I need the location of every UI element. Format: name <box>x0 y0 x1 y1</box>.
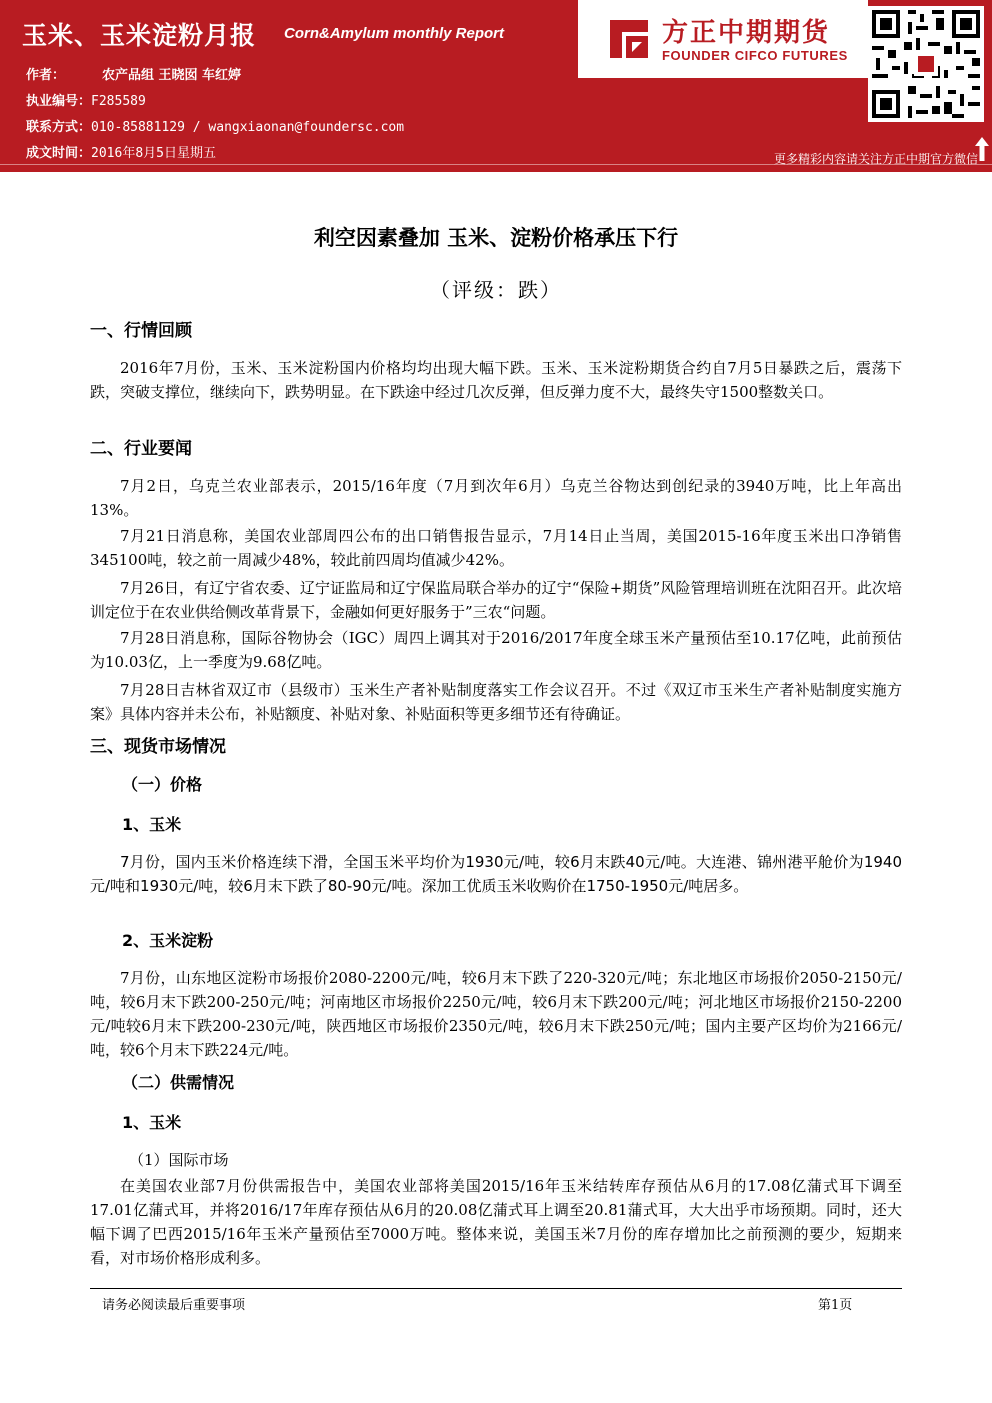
wechat-qr-code <box>868 6 984 122</box>
meta-author-label: 作者： <box>26 68 66 83</box>
subsection-heading-price: （一）价格 <box>122 775 203 794</box>
meta-date-label: 成文时间： <box>26 146 92 161</box>
subsection-heading-supply-demand: （二）供需情况 <box>122 1073 235 1092</box>
paragraph-news-shuangliao: 7月28日吉林省双辽市（县级市）玉米生产者补贴制度落实工作会议召开。不过《双辽市玉米生产者补贴制度实施方案》具体内容并未公布，补贴额度、补贴对象、补贴面积等更多细节还有待确证。 <box>90 681 902 723</box>
meta-contact <box>26 116 404 135</box>
meta-contact-value: 010-85881129 / wangxiaonan@foundersc.com <box>91 120 405 135</box>
meta-author <box>26 64 241 83</box>
footer-disclaimer: 请务必阅读最后重要事项 <box>102 1298 246 1313</box>
paragraph-starch-price: 7月份，山东地区淀粉市场报价2080-2200元/吨，较6月末下跌了220-320元/吨；东北地区市场报价2050-2150元/吨，较6月末下跌200-250元/吨；河南地区市场报价2250元/吨，较6月末下跌200元/吨；河北地区市场报价2150-2200元/吨较6月末下跌200-230元/吨，陕西地区市场报价2350元/吨，较6月末下跌250元/吨；国内主要产区均价为2166元/吨，较6个月末下跌224元/吨。 <box>90 969 902 1059</box>
subheading-corn-supply: 1、玉米 <box>122 1113 182 1132</box>
section-heading-industry-news: 二、行业要闻 <box>90 439 192 459</box>
meta-contact-label: 联系方式： <box>26 120 92 135</box>
subheading-corn-price: 1、玉米 <box>122 815 182 834</box>
meta-date-value: 2016年8月5日星期五 <box>91 146 216 161</box>
document-title: 利空因素叠加 玉米、淀粉价格承压下行 <box>313 226 679 250</box>
paragraph-market-review: 2016年7月份，玉米、玉米淀粉国内价格均均出现大幅下跌。玉米、玉米淀粉期货合约自7月5日暴跌之后，震荡下跌，突破支撑位，继续向下，跌势明显。在下跌途中经过几次反弹，但反弹力度不大，最终失守1500整数关口。 <box>90 359 902 401</box>
paragraph-news-liaoning: 7月26日，有辽宁省农委、辽宁证监局和辽宁保监局联合举办的辽宁“保险+期货”风险管理培训班在沈阳召开。此次培训定位于在农业供给侧改革背景下，金融如何更好服务于”三农“问题。 <box>90 579 902 621</box>
wechat-follow-note: 更多精彩内容请关注方正中期官方微信 <box>773 152 978 166</box>
subheading-international-market: （1）国际市场 <box>129 1151 229 1169</box>
logo-name-en: FOUNDER CIFCO FUTURES <box>662 48 848 63</box>
document-rating: （评级：跌） <box>430 278 562 302</box>
report-header-banner <box>0 0 992 172</box>
paragraph-corn-price: 7月份，国内玉米价格连续下滑，全国玉米平均价为1930元/吨，较6月末跌40元/吨。大连港、锦州港平舱价为1940元/吨和1930元/吨，较6月末下跌了80-90元/吨。深加工优质玉米收购价在1750-1950元/吨居多。 <box>90 853 902 895</box>
meta-license <box>26 90 146 109</box>
meta-date <box>26 142 216 161</box>
founder-logo-icon <box>604 14 654 64</box>
paragraph-news-usda-exports: 7月21日消息称，美国农业部周四公布的出口销售报告显示，7月14日止当周，美国2015-16年度玉米出口净销售345100吨，较之前一周减少48%，较此前四周均值减少42%。 <box>90 527 902 569</box>
paragraph-news-igc: 7月28日消息称，国际谷物协会（IGC）周四上调其对于2016/2017年度全球玉米产量预估至10.17亿吨，此前预估为10.03亿，上一季度为9.68亿吨。 <box>90 629 902 671</box>
meta-license-value: F285589 <box>91 94 146 109</box>
report-title-cn: 玉米、玉米淀粉月报 <box>22 21 257 50</box>
paragraph-usda-supply-report: 在美国农业部7月份供需报告中，美国农业部将美国2015/16年玉米结转库存预估从6月的17.08亿蒲式耳下调至17.01亿蒲式耳，并将2016/17年库存预估从6月的20.08亿蒲式耳上调至20.81蒲式耳，大大出乎市场预期。同时，还大幅下调了巴西2015/16年玉米产量预估至7000万吨。整体来说，美国玉米7月份的库存增加比之前预测的要少，短期来看，对市场价格形成利多。 <box>90 1177 902 1267</box>
paragraph-news-ukraine: 7月2日，乌克兰农业部表示，2015/16年度（7月到次年6月）乌克兰谷物达到创纪录的3940万吨，比上年高出13%。 <box>90 477 902 519</box>
meta-license-label: 执业编号： <box>26 94 92 109</box>
report-title-en: Corn&Amylum monthly Report <box>284 25 505 42</box>
qr-code-icon <box>868 6 984 122</box>
company-logo <box>578 0 868 78</box>
meta-author-value: 农产品组 王晓囡 车红婷 <box>102 68 242 83</box>
footer-divider <box>90 1288 902 1289</box>
section-heading-market-review: 一、行情回顾 <box>90 321 192 341</box>
logo-name-cn: 方正中期期货 <box>662 18 831 48</box>
footer-page-number: 第1页 <box>818 1298 853 1313</box>
subheading-starch-price: 2、玉米淀粉 <box>122 931 214 950</box>
section-heading-spot-market: 三、现货市场情况 <box>90 737 226 757</box>
